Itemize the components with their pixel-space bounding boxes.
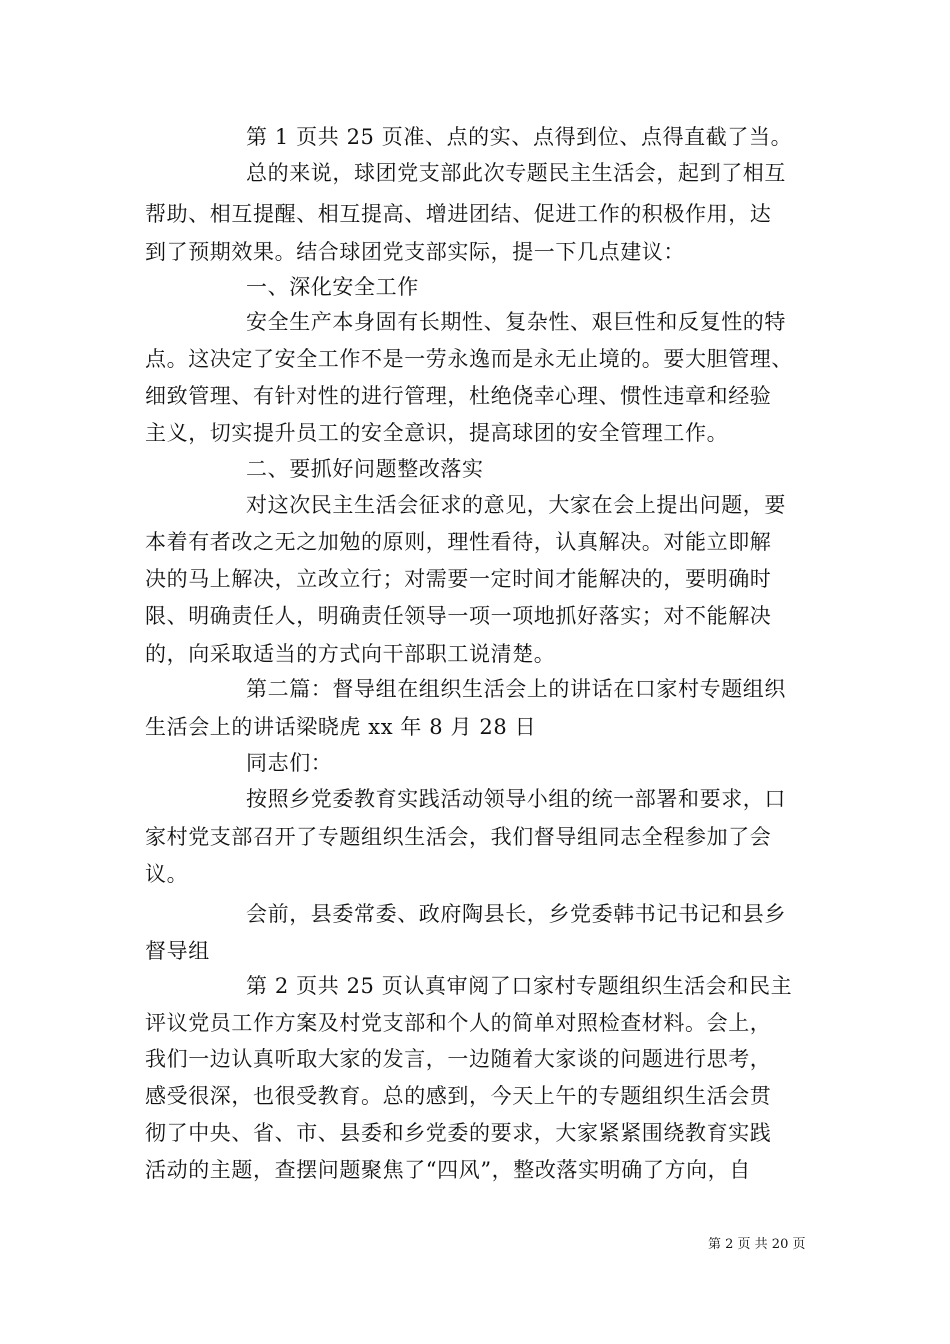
text-line: 主义，切实提升员工的安全意识，提高球团的安全管理工作。: [145, 421, 729, 445]
text-line: 点。这决定了安全工作不是一劳永逸而是永无止境的。要大胆管理、: [145, 347, 793, 371]
text-line: 议。: [145, 862, 189, 886]
text-line: 决的马上解决，立改立行；对需要一定时间才能解决的，要明确时: [145, 567, 772, 591]
text-line: 细致管理、有针对性的进行管理，杜绝侥幸心理、惯性违章和经验: [145, 384, 772, 408]
text-line: 彻了中央、省、市、县委和乡党委的要求，大家紧紧围绕教育实践: [145, 1121, 772, 1145]
text-line: 活动的主题，查摆问题聚焦了“四风”，整改落实明确了方向，自: [145, 1158, 751, 1182]
text-line: 帮助、相互提醒、相互提高、增进团结、促进工作的积极作用，达: [145, 202, 772, 226]
text-line: 督导组: [145, 939, 210, 963]
text-line: 第 1 页共 25 页准、点的实、点得到位、点得直截了当。: [246, 125, 793, 149]
section-heading: 一、深化安全工作: [246, 275, 419, 299]
text-line: 总的来说，球团党支部此次专题民主生活会，起到了相互: [246, 161, 786, 185]
text-line: 本着有者改之无之加勉的原则，理性看待，认真解决。对能立即解: [145, 530, 772, 554]
text-line: 限、明确责任人，明确责任领导一项一项地抓好落实；对不能解决: [145, 604, 772, 628]
section-heading: 二、要抓好问题整改落实: [246, 457, 484, 481]
text-line: 评议党员工作方案及村党支部和个人的简单对照检查材料。会上，: [145, 1011, 772, 1035]
text-line: 我们一边认真听取大家的发言，一边随着大家谈的问题进行思考，: [145, 1047, 772, 1071]
text-line: 家村党支部召开了专题组织生活会，我们督导组同志全程参加了会: [145, 825, 772, 849]
text-line: 生活会上的讲话梁晓虎 xx 年 8 月 28 日: [145, 715, 537, 739]
text-line: 对这次民主生活会征求的意见，大家在会上提出问题，要: [246, 493, 786, 517]
text-line: 会前，县委常委、政府陶县长，乡党委韩书记书记和县乡: [246, 902, 786, 926]
text-line: 的，向采取适当的方式向干部职工说清楚。: [145, 642, 556, 666]
salutation: 同志们：: [246, 751, 333, 775]
text-line: 感受很深，也很受教育。总的感到，今天上午的专题组织生活会贯: [145, 1084, 772, 1108]
text-line: 第 2 页共 25 页认真审阅了口家村专题组织生活会和民主: [246, 974, 793, 998]
text-line: 到了预期效果。结合球团党支部实际，提一下几点建议：: [145, 240, 685, 264]
text-line: 安全生产本身固有长期性、复杂性、艰巨性和反复性的特: [246, 310, 786, 334]
page-footer: 第 2 页 共 20 页: [708, 1237, 806, 1252]
text-line: 第二篇：督导组在组织生活会上的讲话在口家村专题组织: [246, 677, 786, 701]
text-line: 按照乡党委教育实践活动领导小组的统一部署和要求，口: [246, 787, 786, 811]
